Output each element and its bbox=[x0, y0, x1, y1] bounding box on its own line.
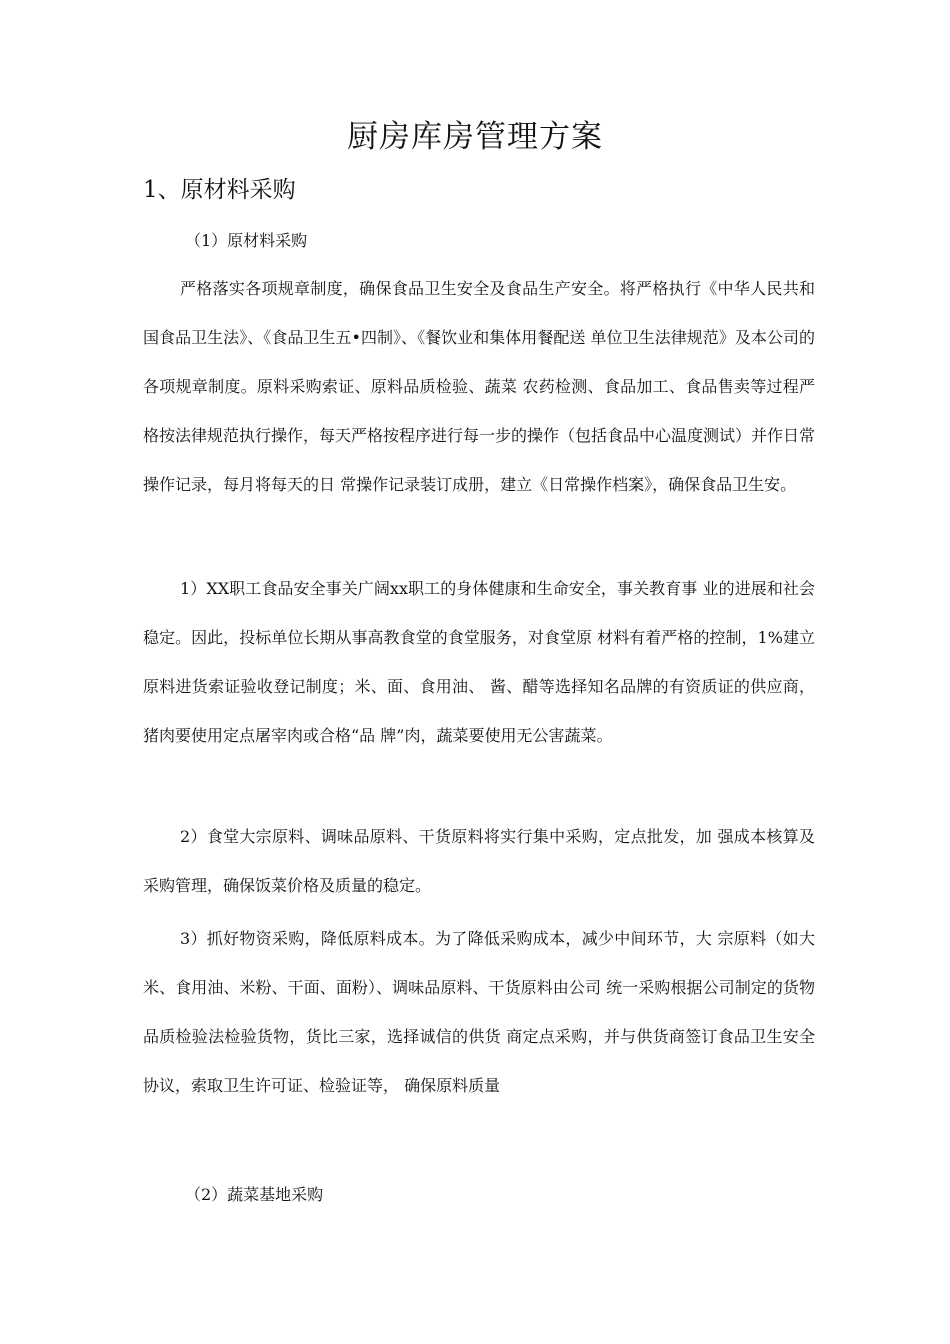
paragraph-item-3: 3）抓好物资采购，降低原料成本。为了降低采购成本，减少中间环节，大 宗原料（如大米、食用油、米粉、干面、面粉）、调味品原料、干货原料由公司 统一采购根据公司制定的货物品质检验法检验货物，货比三家，选择诚信的供货 商定点采购，并与供货商签订食品卫生安全协议，索取卫生许可证、检验证等， 确保原料质量 bbox=[143, 929, 815, 1095]
paragraph-item-1: 1）XX职工食品安全事关广阔xx职工的身体健康和生命安全，事关教育事 业的进展和社会稳定。因此，投标单位长期从事高教食堂的食堂服务，对食堂原 材料有着严格的控制，1%建立原料进货索证验收登记制度；米、面、食用油、 酱、醋等选择知名品牌的有资质证的供应商，猪肉要使用定点屠宰肉或合格“品 牌”肉，蔬菜要使用无公害蔬菜。 bbox=[143, 579, 815, 745]
section-heading-raw-material-purchase: 1、原材料采购 bbox=[143, 177, 296, 203]
subsection-heading-vegetable-base-purchase: （2）蔬菜基地采购 bbox=[185, 1185, 324, 1204]
paragraph-item-2: 2）食堂大宗原料、调味品原料、干货原料将实行集中采购，定点批发，加 强成本核算及采购管理，确保饭菜价格及质量的稳定。 bbox=[143, 827, 815, 895]
subsection-heading-raw-material-purchase: （1）原材料采购 bbox=[185, 231, 308, 250]
intro-paragraph: 严格落实各项规章制度，确保食品卫生安全及食品生产安全。将严格执行《中华人民共和国食品卫生法》、《食品卫生五•四制》、《餐饮业和集体用餐配送 单位卫生法律规范》及本公司的各项规章制度。原料采购索证、原料品质检验、蔬菜 农药检测、食品加工、食品售卖等过程严格按法律规范执行操作，每天严格按程序进行每一步的操作（包括食品中心温度测试）并作日常操作记录，每月将每天的日 常操作记录装订成册，建立《日常操作档案》，确保食品卫生安。 bbox=[143, 279, 816, 494]
document-title: 厨房库房管理方案 bbox=[347, 119, 603, 155]
